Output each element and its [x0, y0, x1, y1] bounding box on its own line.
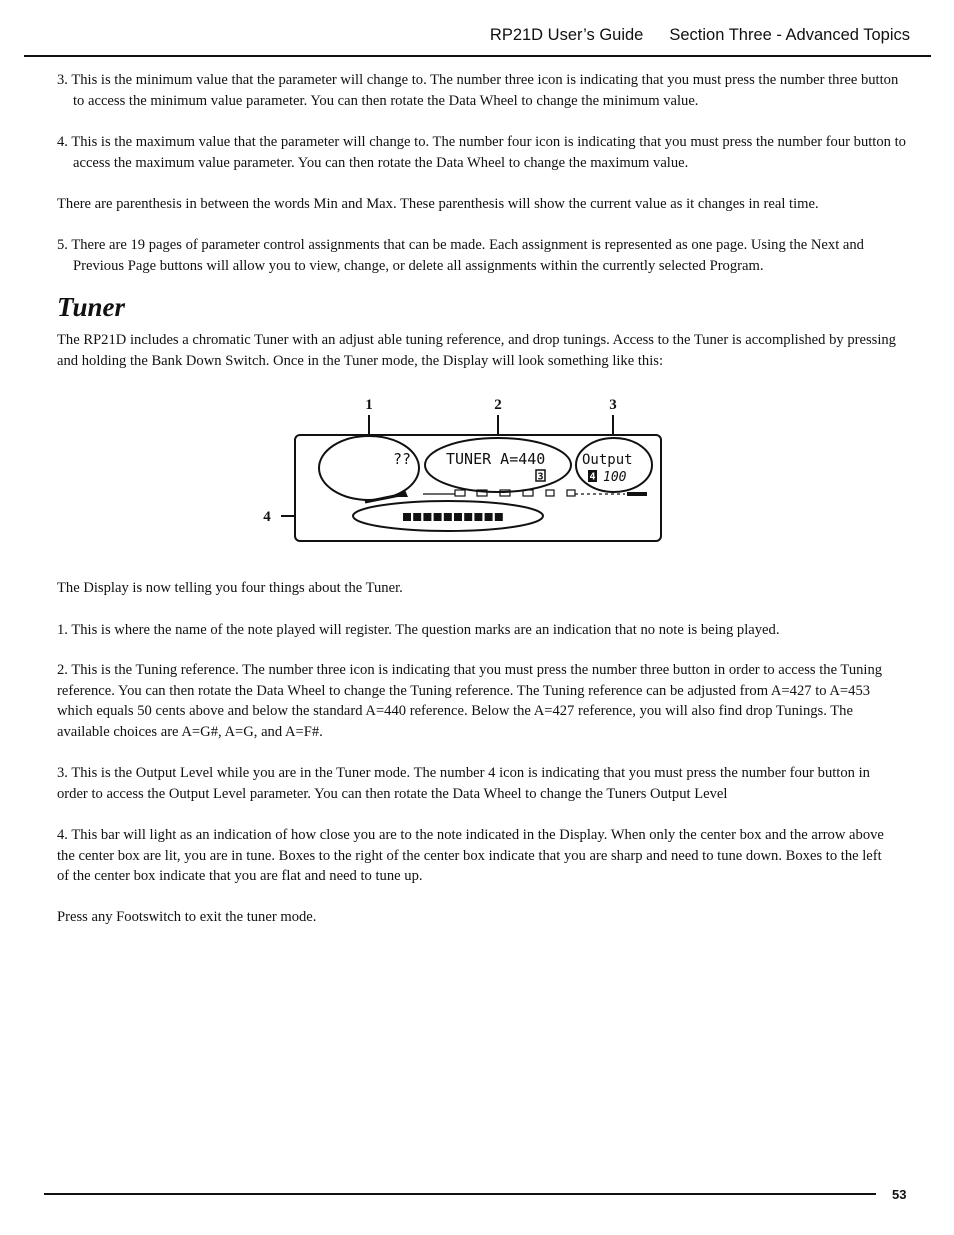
number-four-icon-label: 4	[589, 471, 596, 483]
callout-2: 2	[494, 397, 502, 413]
explanation-lead: The Display is now telling you four things about the Tuner.	[57, 580, 403, 596]
explanation-3: 3. This is the Output Level while you are in the Tuner mode. The number 4 icon is indicating that you must press the number four button in order to access the Output Level parameter. You can then rotate the Data Wheel to change the Tuners Output Level	[57, 765, 870, 802]
paragraph-parenthesis: There are parenthesis in between the words Min and Max. These parenthesis will show the current value as it changes in real time.	[57, 196, 819, 212]
number-three-icon-label: 3	[537, 471, 544, 483]
section-title: Section Three - Advanced Topics	[669, 26, 910, 44]
paragraph-minimum-value: 3. This is the minimum value that the parameter will change to. The number three icon is indicating that you must press the number three button to access the minimum value parameter. You can then rotate the Data Wheel to change the minimum value.	[57, 72, 899, 109]
tuner-display-figure	[255, 393, 675, 548]
page-number: 53	[892, 1187, 907, 1202]
meter-segment	[413, 513, 421, 521]
footer-rule	[44, 1193, 876, 1195]
paragraph-assignment-pages: 5. There are 19 pages of parameter control assignments that can be made. Each assignment is represented as one page. Using the Next and Previous Page buttons will allow you to view, change, or delete all assignments within the currently selected Program.	[57, 237, 864, 274]
meter-segment	[474, 513, 482, 521]
output-level-value: 100	[603, 470, 627, 485]
meter-segment	[464, 513, 472, 521]
callout-3: 3	[609, 397, 617, 413]
tuner-intro: The RP21D includes a chromatic Tuner with an adjust able tuning reference, and drop tunings. Access to the Tuner is accomplished by pressing and holding the Bank Down Switch. Once in the Tuner mode, the Display will look something like this:	[57, 332, 896, 369]
meter-segment	[485, 513, 493, 521]
explanation-2: 2. This is the Tuning reference. The number three icon is indicating that you must press the number three button in order to access the Tuning reference. You can then rotate the Data Wheel to change the Tuning reference. The Tuning reference can be adjusted from A=427 to A=453 which equals 50 cents above and below the standard A=440 reference. Below the A=427 reference, you will also find drop Tunings. The available choices are A=G#, A=G, and A=F#.	[57, 662, 883, 741]
meter-segment	[434, 513, 442, 521]
meter-segment	[403, 513, 411, 521]
header-rule	[24, 55, 931, 57]
meter-segment	[454, 513, 462, 521]
meter-segment	[423, 513, 431, 521]
meter-segment	[444, 513, 452, 521]
explanation-1: 1. This is where the name of the note played will register. The question marks are an indication that no note is being played.	[57, 622, 780, 638]
tuner-reference-display: TUNER A=440	[446, 450, 546, 468]
callout-1: 1	[365, 397, 373, 413]
paragraph-maximum-value: 4. This is the maximum value that the parameter will change to. The number four icon is indicating that you must press the number four button to access the maximum value parameter. You can then rotate the Data Wheel to change the maximum value.	[57, 134, 906, 171]
guide-title: RP21D User’s Guide	[489, 26, 644, 44]
output-label-display: Output	[582, 452, 633, 468]
note-name-display: ??	[393, 450, 412, 468]
explanation-4: 4. This bar will light as an indication of how close you are to the note indicated in the Display. When only the center box and the arrow above the center box are lit, you are in tune. Boxes to the right of the center box indicate that you are sharp and need to tune down. Boxes to the left of the center box indicate that you are flat and need to tune up.	[57, 827, 884, 885]
meter-segment	[495, 513, 503, 521]
running-header	[490, 26, 910, 45]
callout-4: 4	[263, 509, 271, 525]
section-heading-tuner: Tuner	[57, 292, 126, 322]
explanation-exit: Press any Footswitch to exit the tuner mode.	[57, 909, 317, 925]
